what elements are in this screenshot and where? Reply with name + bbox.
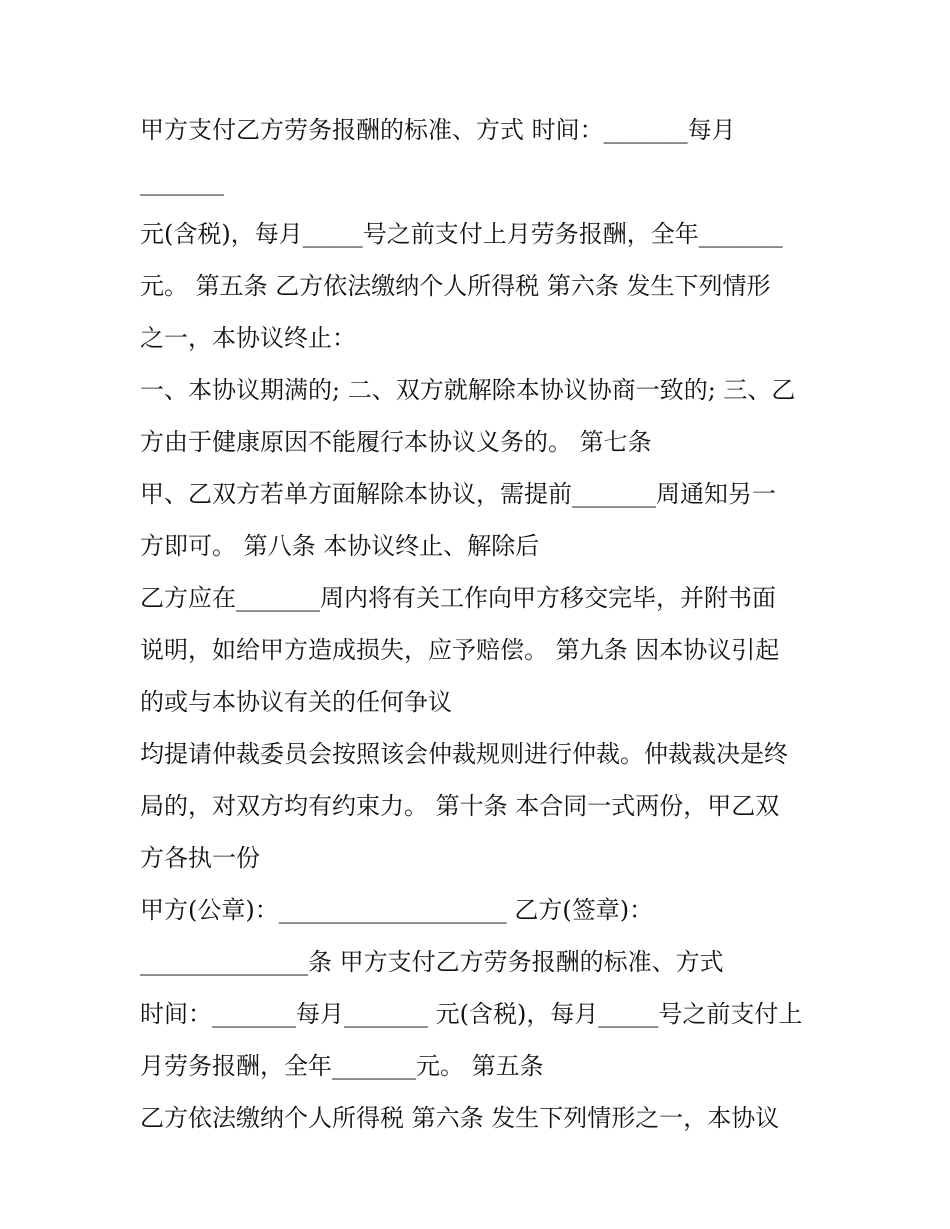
text-line: 方即可。 第八条 本协议终止、解除后 bbox=[140, 532, 540, 560]
text-line: ______________条 甲方支付乙方劳务报酬的标准、方式 bbox=[140, 948, 724, 976]
text-line: 均提请仲裁委员会按照该会仲裁规则进行仲裁。仲裁裁决是终 bbox=[140, 740, 788, 768]
text-line: 的或与本协议有关的任何争议 bbox=[140, 688, 452, 716]
text-line: 之一，本协议终止： bbox=[140, 324, 356, 352]
text-line: 元(含税)，每月_____号之前支付上月劳务报酬，全年_______ bbox=[140, 220, 783, 248]
text-line: 乙方应在_______周内将有关工作向甲方移交完毕，并附书面 bbox=[140, 584, 776, 612]
text-line: _______ bbox=[140, 168, 224, 196]
text-line: 一、本协议期满的; 二、双方就解除本协议协商一致的; 三、乙 bbox=[140, 376, 796, 404]
text-line: 局的，对双方均有约束力。 第十条 本合同一式两份，甲乙双 bbox=[140, 792, 780, 820]
signature-line: 甲方(公章)：___________________ 乙方(签章)： bbox=[140, 896, 654, 924]
text-line: 甲、乙双方若单方面解除本协议，需提前_______周通知另一 bbox=[140, 480, 776, 508]
text-line: 甲方支付乙方劳务报酬的标准、方式 时间：_______每月 bbox=[140, 116, 736, 144]
text-line: 方各执一份 bbox=[140, 844, 260, 872]
text-line: 乙方依法缴纳个人所得税 第六条 发生下列情形之一，本协议 bbox=[140, 1104, 780, 1132]
text-line: 元。 第五条 乙方依法缴纳个人所得税 第六条 发生下列情形 bbox=[140, 272, 771, 300]
text-line: 时间：_______每月_______ 元(含税)，每月_____号之前支付上 bbox=[140, 1000, 803, 1028]
text-line: 月劳务报酬，全年_______元。 第五条 bbox=[140, 1052, 544, 1080]
text-line: 方由于健康原因不能履行本协议义务的。 第七条 bbox=[140, 428, 652, 456]
text-line: 说明，如给甲方造成损失，应予赔偿。 第九条 因本协议引起 bbox=[140, 636, 780, 664]
